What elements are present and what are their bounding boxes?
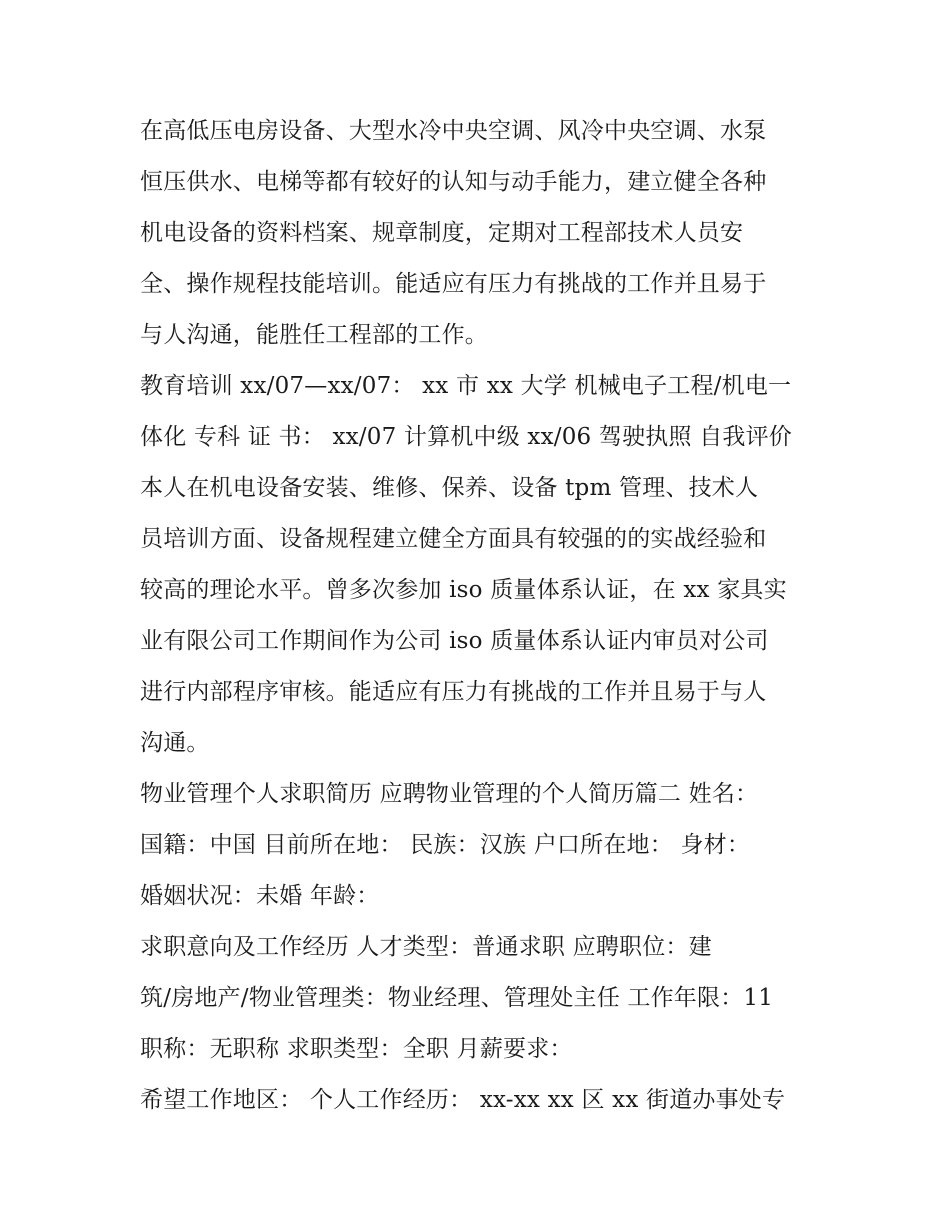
text-line: 职称：无职称 求职类型：全职 月薪要求： — [140, 1036, 573, 1062]
text-line: 物业管理个人求职简历 应聘物业管理的个人简历篇二 姓名： — [140, 781, 759, 807]
text-line: 较高的理论水平。曾多次参加 iso 质量体系认证，在 xx 家具实 — [140, 577, 787, 603]
text-line: 恒压供水、电梯等都有较好的认知与动手能力，建立健全各种 — [140, 169, 767, 195]
text-line: 沟通。 — [140, 730, 210, 756]
text-line: 全、操作规程技能培训。能适应有压力有挑战的工作并且易于 — [140, 271, 767, 297]
text-line: 婚姻状况：未婚 年龄： — [140, 883, 380, 909]
text-line: 筑/房地产/物业管理类：物业经理、管理处主任 工作年限：11 — [140, 985, 774, 1011]
text-line: 本人在机电设备安装、维修、保养、设备 tpm 管理、技术人 — [140, 475, 759, 501]
text-line: 与人沟通，能胜任工程部的工作。 — [140, 322, 488, 348]
text-line: 员培训方面、设备规程建立健全方面具有较强的的实战经验和 — [140, 526, 767, 552]
text-line: 体化 专科 证 书： xx/07 计算机中级 xx/06 驾驶执照 自我评价 — [140, 424, 793, 450]
document-body — [140, 106, 820, 1126]
text-line: 求职意向及工作经历 人才类型：普通求职 应聘职位：建 — [140, 934, 712, 960]
text-line: 机电设备的资料档案、规章制度，定期对工程部技术人员安 — [140, 220, 744, 246]
text-line: 国籍：中国 目前所在地： 民族：汉族 户口所在地： 身材： — [140, 832, 751, 858]
text-line: 教育培训 xx/07—xx/07： xx 市 xx 大学 机械电子工程/机电一 — [140, 373, 792, 399]
text-line: 在高低压电房设备、大型水冷中央空调、风冷中央空调、水泵 — [140, 118, 767, 144]
text-line: 进行内部程序审核。能适应有压力有挑战的工作并且易于与人 — [140, 679, 767, 705]
text-line: 业有限公司工作期间作为公司 iso 质量体系认证内审员对公司 — [140, 628, 769, 654]
text-line: 希望工作地区： 个人工作经历： xx-xx xx 区 xx 街道办事处专 — [140, 1087, 786, 1113]
